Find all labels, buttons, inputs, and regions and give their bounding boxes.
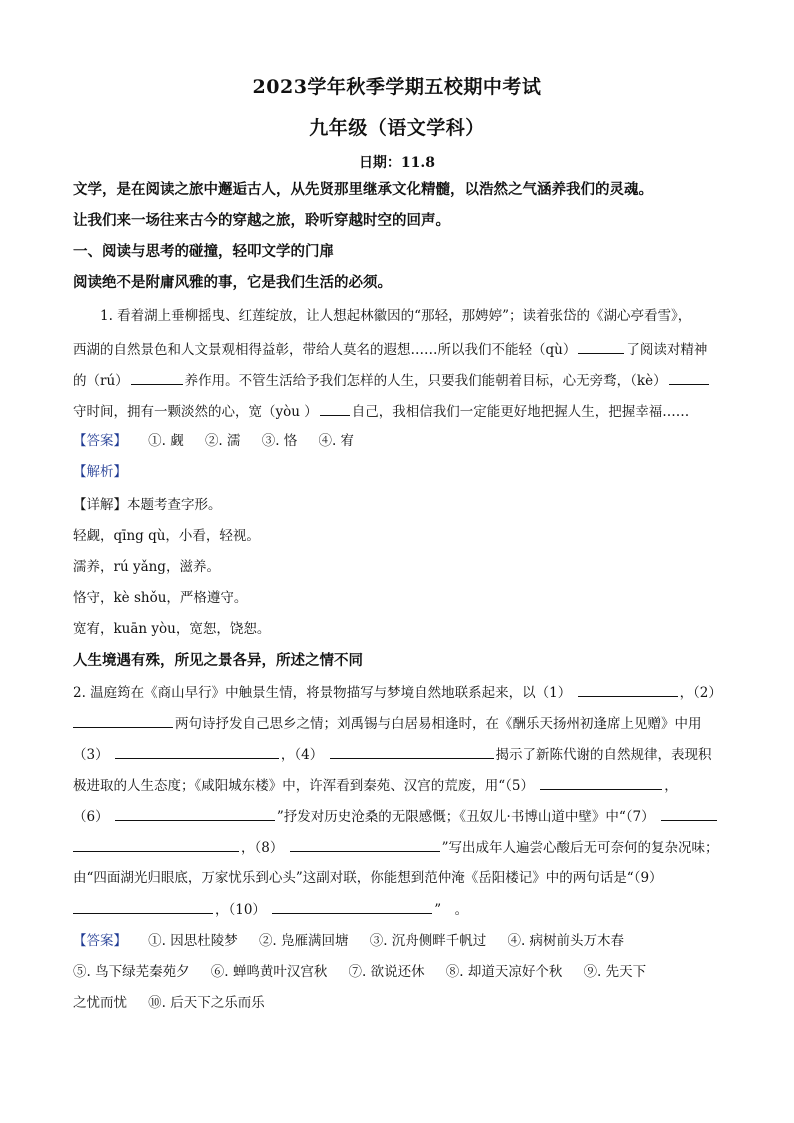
intro-line-2: 让我们来一场往来古今的穿越之旅，聆听穿越时空的回声。: [73, 212, 450, 229]
answer-blank[interactable]: [578, 682, 678, 697]
answer-item: ⑧. 却道天凉好个秋: [445, 964, 563, 980]
answer-blank[interactable]: [73, 713, 173, 728]
q2-text: ，: [664, 778, 678, 794]
answer-label: 【答案】: [73, 433, 127, 449]
explain-line: 恪守，kè shǒu，严格遵守。: [73, 590, 248, 606]
q2-answer-row-3: [73, 993, 733, 1013]
section1-heading: 一、阅读与思考的碰撞，轻叩文学的门扉: [73, 243, 334, 260]
answer-item: ③. 恪: [261, 433, 298, 449]
q2-line-8: [73, 899, 733, 920]
detail-line: 【详解】本题考查字形。: [73, 497, 222, 513]
q2-text: 2. 温庭筠在《商山早行》中触景生情，将景物描写与梦境自然地联系起来，以（1）: [73, 685, 572, 701]
q1-line-3: [73, 370, 733, 391]
answer-blank[interactable]: [661, 806, 717, 821]
answer-blank[interactable]: [73, 899, 213, 914]
q2-answer-row-2: [73, 962, 733, 982]
q2-answer-row-1: [73, 931, 733, 951]
q2-text: 极进取的人生态度；《咸阳城东楼》中，许浑看到秦苑、汉宫的荒废，用“（5）: [73, 778, 534, 794]
q2-line-6: [73, 837, 733, 858]
q2-text: ，（4）: [280, 747, 324, 763]
analysis-label: 【解析】: [73, 464, 127, 480]
answer-blank[interactable]: [131, 370, 183, 385]
q1-answer-row: [73, 431, 733, 451]
explain-line: 宽宥，kuān yòu，宽恕，饶恕。: [73, 621, 271, 637]
answer-item: ⑤. 鸟下绿芜秦苑夕: [73, 964, 190, 980]
explain-line: 轻觑，qīng qù，小看，轻视。: [73, 528, 260, 544]
q2-line-4: [73, 775, 733, 796]
q1-line-4: [73, 401, 733, 422]
answer-blank[interactable]: [290, 837, 440, 852]
section1-subheading: 阅读绝不是附庸风雅的事，它是我们生活的必须。: [73, 274, 392, 291]
q1-text: 西湖的自然景色和人文景观相得益彰，带给人莫名的遐想……所以我们不能轻（qù）: [73, 342, 577, 358]
intro-line-1: 文学，是在阅读之旅中邂逅古人，从先贤那里继承文化精髓，以浩然之气涵养我们的灵魂。: [73, 181, 653, 198]
q2-text: 揭示了新陈代谢的自然规律，表现积: [495, 747, 712, 763]
answer-item: 之忧而忧: [73, 995, 127, 1011]
answer-blank[interactable]: [272, 899, 432, 914]
answer-label: 【答案】: [73, 933, 127, 949]
answer-item: ④. 宥: [318, 433, 355, 449]
answer-item: ④. 病树前头万木春: [507, 933, 625, 949]
answer-item: ①. 因思杜陵梦: [148, 933, 238, 949]
exam-subtitle: 九年级（语文学科）: [309, 117, 485, 139]
answer-item: ②. 濡: [204, 433, 241, 449]
answer-item: ⑨. 先天下: [583, 964, 647, 980]
exam-title: 2023学年秋季学期五校期中考试: [252, 76, 542, 98]
q1-line-2: [73, 339, 733, 360]
answer-blank[interactable]: [330, 744, 494, 759]
answer-blank[interactable]: [115, 806, 275, 821]
q2-text: ，（2）: [679, 685, 722, 701]
q2-line-3: [73, 744, 733, 765]
answer-item: ⑩. 后天下之乐而乐: [148, 995, 265, 1011]
q1-text: 养作用。不管生活给予我们怎样的人生，只要我们能朝着目标，心无旁骛，（kè）: [184, 373, 667, 389]
q2-text: 两句诗抒发自己思乡之情；刘禹锡与白居易相逢时，在《酬乐天扬州初逢席上见赠》中用: [175, 716, 702, 732]
q1-text: 的（rú）: [73, 373, 129, 389]
q2-text: ，（10）: [215, 902, 266, 918]
q1-line-1: 1. 看着湖上垂柳摇曳、红莲绽放，让人想起林徽因的“那轻，那娉婷”；读着张岱的《湖心亭看雪》，: [100, 308, 692, 324]
q2-line-1: [73, 682, 733, 703]
q2-text: （3）: [73, 747, 109, 763]
q2-text: ”抒发对历史沧桑的无限感慨；《丑奴儿·书博山道中壁》中“（7）: [276, 809, 655, 825]
q2-text: ”写出成年人遍尝心酸后无可奈何的复杂况味；: [441, 840, 719, 856]
answer-blank[interactable]: [320, 401, 350, 416]
q2-text: ，（8）: [241, 840, 284, 856]
answer-blank[interactable]: [669, 370, 709, 385]
q1-text: 自己，我相信我们一定能更好地把握人生，把握幸福……: [351, 404, 690, 420]
answer-blank[interactable]: [73, 837, 239, 852]
q1-text: 守时间，拥有一颗淡然的心，宽（yòu ）: [73, 404, 318, 420]
answer-item: ①. 觑: [148, 433, 184, 449]
q2-line-7: 由“四面湖光归眼底，万家忧乐到心头”这副对联，你能想到范仲淹《岳阳楼记》中的两句话是“（9）: [73, 870, 663, 886]
q2-text: （6）: [73, 809, 109, 825]
answer-blank[interactable]: [115, 744, 279, 759]
answer-item: ⑥. 蝉鸣黄叶汉宫秋: [210, 964, 328, 980]
answer-item: ②. 凫雁满回塘: [258, 933, 349, 949]
answer-item: ③. 沉舟侧畔千帆过: [369, 933, 487, 949]
q1-text: 了阅读对精神: [626, 342, 708, 358]
q2-line-2: [73, 713, 733, 734]
exam-date: 日期：11.8: [358, 155, 436, 171]
q2-text: ” 。: [434, 902, 469, 918]
section2-heading: 人生境遇有殊，所见之景各异，所述之情不同: [73, 652, 363, 669]
answer-blank[interactable]: [540, 775, 662, 790]
q2-line-5: [73, 806, 733, 827]
answer-item: ⑦. 欲说还休: [348, 964, 425, 980]
explain-line: 濡养，rú yǎng，滋养。: [73, 559, 220, 575]
answer-blank[interactable]: [578, 339, 624, 354]
